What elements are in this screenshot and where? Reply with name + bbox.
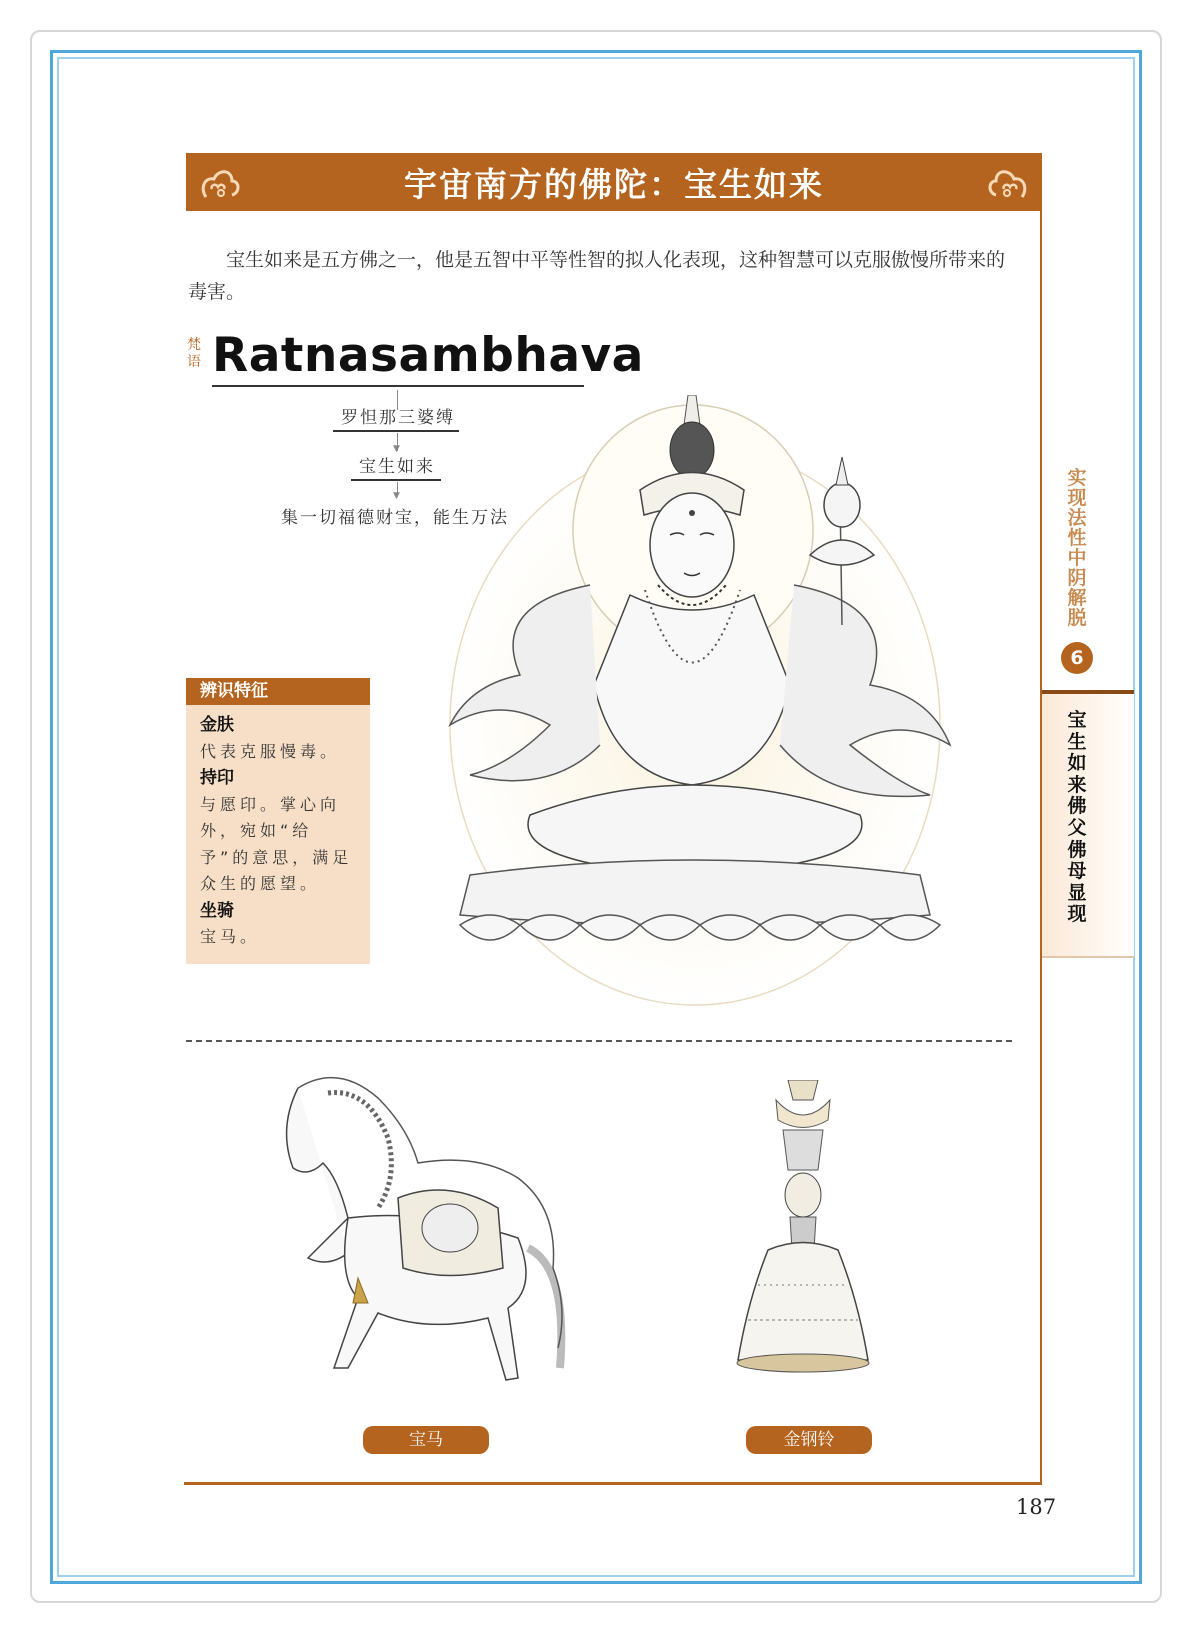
ratnasambhava-illustration bbox=[430, 395, 990, 1010]
intro-paragraph: 宝生如来是五方佛之一，他是五智中平等性智的拟人化表现，这种智慧可以克服傲慢所带来的毒害。 bbox=[188, 249, 1006, 303]
feature-title: 坐骑 bbox=[200, 900, 234, 921]
title-bar bbox=[186, 153, 1042, 211]
sanskrit-underline bbox=[212, 385, 584, 387]
features-heading: 辨识特征 bbox=[186, 678, 370, 705]
precious-horse-illustration bbox=[268, 1068, 588, 1398]
vajra-bell-illustration bbox=[728, 1080, 878, 1385]
feature-text: 宝马。 bbox=[200, 927, 261, 946]
caption-horse: 宝马 bbox=[363, 1426, 489, 1454]
section-divider bbox=[186, 1040, 1012, 1042]
arrow-down-icon: ▼ bbox=[393, 444, 400, 454]
caption-bell: 金钢铃 bbox=[746, 1426, 872, 1454]
feature-text: 代表克服慢毒。 bbox=[200, 741, 341, 761]
meaning: 集一切福德财宝，能生万法 bbox=[281, 508, 509, 528]
feature-title: 持印 bbox=[200, 768, 234, 788]
cloud-ornament-icon bbox=[984, 159, 1030, 205]
sanskrit-tag: 梵语 bbox=[187, 337, 201, 370]
translation: 宝生如来 bbox=[359, 457, 435, 477]
cloud-ornament-icon bbox=[198, 159, 244, 205]
page-number: 187 bbox=[1016, 1495, 1057, 1519]
feature-title: 金肤 bbox=[200, 715, 234, 735]
chapter-number-badge: 6 bbox=[1061, 642, 1093, 674]
page-title: 宇宙南方的佛陀：宝生如来 bbox=[404, 164, 824, 204]
sanskrit-name: Ratnasambhava bbox=[212, 328, 644, 383]
transliteration: 罗怛那三婆缚 bbox=[341, 408, 455, 428]
footer-rule bbox=[184, 1482, 1042, 1485]
arrow-down-icon: ▼ bbox=[393, 491, 400, 501]
chapter-title: 实现法性中阴解脱 bbox=[1067, 467, 1087, 629]
section-title: 宝生如来佛父佛母显现 bbox=[1067, 709, 1087, 926]
features-body bbox=[200, 712, 360, 951]
translation-underline bbox=[351, 479, 441, 481]
feature-text: 与愿印。掌心向外，宛如“给予”的意思，满足众生的愿望。 bbox=[200, 794, 353, 893]
